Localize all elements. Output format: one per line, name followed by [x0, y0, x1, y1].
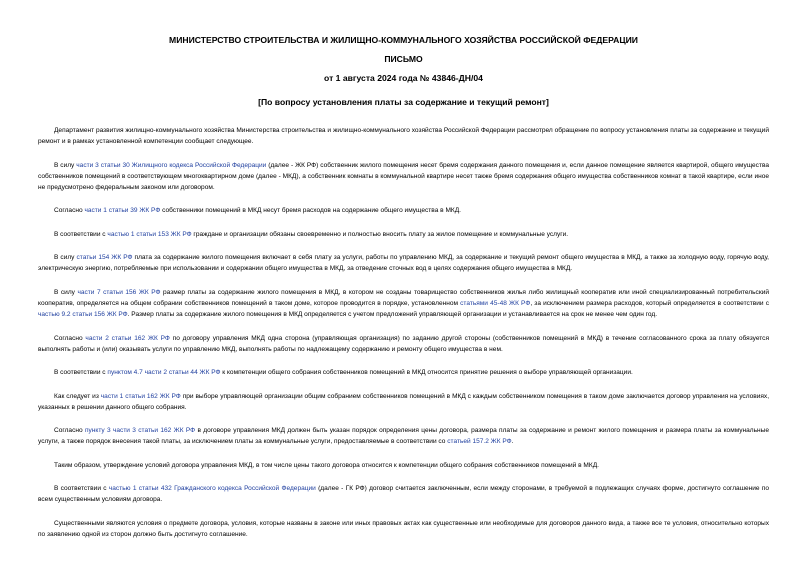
body-paragraph: [38, 391, 769, 413]
legal-reference-link[interactable]: пункту 3 части 3 статьи 162 ЖК РФ: [84, 427, 196, 435]
paragraph-text: собственники помещений в МКД несут бремя расходов на содержание общего имущества в МКД.: [160, 207, 461, 215]
legal-reference-link[interactable]: частью 1 статьи 432 Гражданского кодекса Российской Федерации: [108, 485, 316, 493]
paragraph-text: Существенными являются условия о предмете договора, условия, которые названы в законе или иных правовых актах как существенные или необходимые для договоров данного вида, а также все те условия, относительно которых по заявлению одной из сторон должно быть достигнуто соглашение.: [38, 519, 769, 538]
body-paragraph: [38, 333, 769, 355]
paragraph-text: . Размер платы за содержание жилого помещения в МКД определяется с учетом предложений управляющей организации и устанавливается на срок не менее чем один год.: [127, 311, 658, 319]
paragraph-text: при выборе управляющей организации общим собранием собственников помещений в МКД с каждым собственником помещения в таком доме заключается договор управления на условиях, указанных в решении данного общего собрания.: [38, 392, 770, 411]
legal-reference-link[interactable]: части 7 статьи 156 ЖК РФ: [77, 288, 161, 296]
paragraph-text: к компетенции общего собрания собственников помещений в МКД относится принятие решения о выборе управляющей организации.: [220, 369, 633, 377]
paragraph-text: Согласно: [54, 207, 85, 215]
document-type: ПИСЬМО: [384, 54, 423, 64]
body-paragraph: [38, 125, 769, 147]
paragraph-text: В силу: [54, 288, 78, 296]
legal-reference-link[interactable]: частью 1 статьи 153 ЖК РФ: [107, 230, 192, 238]
paragraph-text: (далее - ГК РФ) договор считается заключенным, если между сторонами, в требуемой в подлежащих случаях форме, достигнуто соглашение по всем существенным условиям договора.: [38, 485, 769, 504]
body-paragraph: [38, 229, 769, 240]
paragraph-text: плата за содержание жилого помещения включает в себя плату за услуги, работы по управлению МКД, за содержание и текущий ремонт общего имущества в МКД, а также за холодную воду, горячую воду, электрическую энергию, потребляемые при использовании и содержании общего имущества в МКД, за отведение сточных вод в целях содержания общего имущества в МКД.: [38, 254, 770, 273]
paragraph-text: Согласно: [54, 427, 85, 435]
paragraph-text: Согласно: [54, 334, 86, 342]
paragraph-text: граждане и организации обязаны своевременно и полностью вносить плату за жилое помещение и коммунальные услуги.: [191, 230, 569, 238]
legal-reference-link[interactable]: статьей 157.2 ЖК РФ: [447, 438, 512, 446]
document-subject: [По вопросу установления платы за содержание и текущий ремонт]: [258, 97, 549, 107]
paragraph-text: размер платы за содержание жилого помещения в МКД, в котором не созданы товарищество собственников жилья либо жилищный кооператив или иной специализированный потребительский кооператив, определяется на общем собрании собственников помещений в таком доме, которое проводится в порядке, установленном: [38, 288, 770, 307]
legal-reference-link[interactable]: части 2 статьи 162 ЖК РФ: [85, 334, 170, 342]
paragraph-text: В соответствии с: [54, 230, 108, 238]
letter-body: [38, 125, 769, 540]
paragraph-text: Как следует из: [54, 392, 101, 400]
paragraph-text: В соответствии с: [54, 485, 109, 493]
document-date-number: от 1 августа 2024 года № 43846-ДН/04: [324, 73, 483, 83]
paragraph-text: Департамент развития жилищно-коммунального хозяйства Министерства строительства и жилищно-коммунального хозяйства Российской Федерации рассмотрел обращение по вопросу установления платы за содержание и текущий ремонт и в рамках установленной компетенции сообщает следующее.: [38, 127, 769, 146]
legal-reference-link[interactable]: части 3 статьи 30 Жилищного кодекса Российской Федерации: [76, 161, 267, 169]
paragraph-text: В силу: [54, 254, 77, 262]
paragraph-text: Таким образом, утверждение условий договора управления МКД, в том числе цены такого договора относится к компетенции общего собрания собственников помещений в МКД.: [54, 461, 599, 469]
ministry-heading: МИНИСТЕРСТВО СТРОИТЕЛЬСТВА И ЖИЛИЩНО-КОММУНАЛЬНОГО ХОЗЯЙСТВА РОССИЙСКОЙ ФЕДЕРАЦИИ: [169, 35, 638, 45]
legal-reference-link[interactable]: части 1 статьи 162 ЖК РФ: [100, 392, 181, 400]
paragraph-text: по договору управления МКД одна сторона (управляющая организация) по заданию другой стороны (собственников помещений в МКД) в течение согласованного срока за плату обязуется выполнять работы и (или) оказывать услуги по управлению МКД, выполнять работы по надлежащему содержанию и ремонту общего имущества в нем.: [38, 334, 769, 353]
paragraph-text: , за исключением размера расходов, который определяется в соответствии с: [530, 299, 769, 307]
legal-reference-link[interactable]: статьи 154 ЖК РФ: [76, 254, 133, 262]
body-paragraph: [38, 252, 769, 274]
legal-reference-link[interactable]: пунктом 4.7 части 2 статьи 44 ЖК РФ: [107, 369, 221, 377]
paragraph-text: .: [511, 438, 514, 446]
body-paragraph: [38, 160, 769, 194]
paragraph-text: в договоре управления МКД должен быть указан порядок определения цены договора, размера платы за содержание и ремонт жилого помещения и размера платы за коммунальные услуги, а также порядок внесения такой платы, за исключением платы за коммунальные услуги, предоставляемые в соответствии со: [38, 427, 769, 446]
paragraph-text: В соответствии с: [54, 369, 108, 377]
legal-reference-link[interactable]: части 1 статьи 39 ЖК РФ: [84, 207, 161, 215]
body-paragraph: [38, 460, 769, 471]
body-paragraph: [38, 425, 769, 447]
paragraph-text: В силу: [54, 161, 77, 169]
legal-reference-link[interactable]: частью 9.2 статьи 156 ЖК РФ: [38, 311, 128, 319]
body-paragraph: [38, 287, 769, 321]
paragraph-text: (далее - ЖК РФ) собственник жилого помещения несет бремя содержания данного помещения и, если данное помещение является квартирой, общего имущества собственников помещений в соответствующем многоквартирном доме (далее - МКД), а собственник комнаты в коммунальной квартире несет также бремя содержания общего имущества собственников комнат в такой квартире, если иное не предусмотрено федеральным законом или договором.: [38, 161, 769, 191]
body-paragraph: [38, 518, 769, 540]
body-paragraph: [38, 205, 769, 216]
body-paragraph: [38, 367, 769, 378]
body-paragraph: [38, 483, 769, 505]
legal-reference-link[interactable]: статьями 45-48 ЖК РФ: [460, 299, 531, 307]
